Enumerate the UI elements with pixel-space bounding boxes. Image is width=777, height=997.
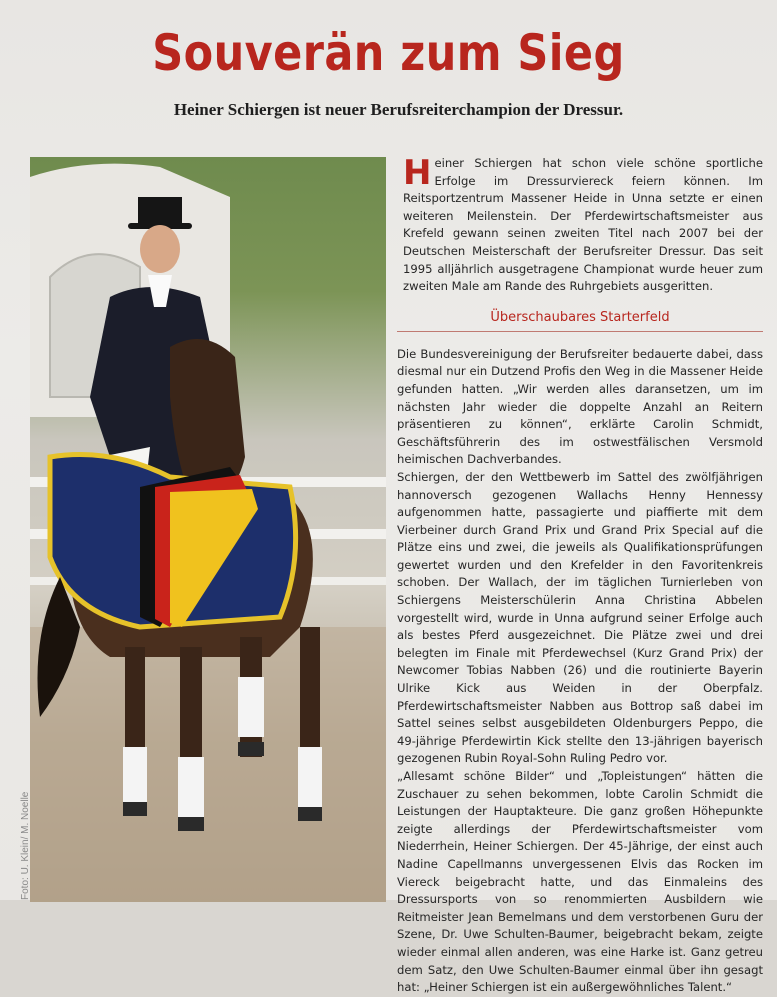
dropcap: H — [403, 153, 432, 193]
photo-credit: Foto: U. Klein/ M. Noelle — [20, 791, 31, 900]
lead-text: einer Schiergen hat schon viele schöne sportliche Erfolge im Dressurviereck feiern können. Im Reitsportzentrum Massener Heide in Unna setzte er einen weiteren Meilenstein. Der Pferdewirtschaftsmeister aus Krefeld gewann seinen zweiten Titel nach 2007 bei der Deutschen Meisterschaft der Berufsreiter Dressur. Das seit 1995 alljährlich ausgetragene Championat wurde heuer zum zweiten Male am Rande des Ruhrgebiets ausgeritten. — [403, 156, 763, 294]
headline: Souverän zum Sieg — [152, 24, 625, 82]
body-paragraph: Die Bundesvereinigung der Berufsreiter bedauerte dabei, dass diesmal nur ein Dutzend Profis den Weg in die Massener Heide gefunden hatten. „Wir werden alles daransetzen, um im nächsten Jahr wieder die doppelte Anzahl an Reitern präsentieren zu können“, erklärte Carolin Schmidt, Geschäftsführerin des im ostwestfälischen Versmold heimischen Dachverbandes. — [397, 346, 763, 467]
lead-paragraph — [403, 155, 763, 296]
rider-horse-photo — [30, 157, 386, 902]
article-body — [397, 155, 763, 997]
section-divider — [397, 331, 763, 332]
body-paragraph: „Allesamt schöne Bilder“ und „Topleistungen“ hätten die Zuschauer zu sehen bekommen, lobte Carolin Schmidt die Leistungen der Hauptakteure. Die ganz großen Höhepunkte zeigte allerdings der Pferdewirtschaftsmeister vom Niederrhein, Heiner Schiergen. Der 45-Jährige, der einst auch Nadine Capellmanns unvergessenen Elvis das Rocken im Viereck beigebracht hatte, und das Einmaleins des Dressursports von so renommierten Ausbildern wie Reitmeister Jean Bemelmans und dem verstorbenen Guru der Szene, Dr. Uwe Schulten-Baumer, beigebracht bekam, zeigte wieder einmal allen anderen, was eine Harke ist. Ganz getreu dem Satz, den Uwe Schulten-Baumer einmal über ihn gesagt hat: „Heiner Schiergen ist ein außergewöhnliches Talent.“ — [397, 769, 763, 995]
subheadline: Heiner Schiergen ist neuer Berufsreiterchampion der Dressur. — [173, 100, 624, 119]
section-heading: Überschaubares Starterfeld — [490, 309, 670, 325]
body-paragraph: Schiergen, der den Wettbewerb im Sattel des zwölfjährigen hannoversch gezogenen Wallachs Henny Hennessy aufgenommen hatte, passagierte und piaffierte mit dem Vierbeiner durch Grand Prix und Grand Prix Special auf die Plätze eins und zwei, die jeweils als Qualifikationsprüfungen gewertet wurden und den Krefelder in den Favoritenkreis schoben. Der Wallach, der im täglichen Turnierleben von Schiergens Meisterschülerin Anna Christina Abbelen vorgestellt wird, wurde in Unna aufgrund seiner Erfolge auch als bestes Pferd ausgezeichnet. Die Plätze zwei und drei belegten im Finale mit Pferdewechsel (Kurz Grand Prix) der Newcomer Tobias Nabben (26) und die routinierte Bayerin Ulrike Kick aus Weiden in der Oberpfalz. Pferdewirtschaftsmeister Nabben aus Bottrop saß dabei im Sattel seines selbst ausgebildeten Oldenburgers Peppo, die 49-jährige Pferdewirtin Kick stellte den 13-jährigen bayerisch gezogenen Rubin Royal-Sohn Ruling Pedro vor. — [397, 469, 763, 766]
